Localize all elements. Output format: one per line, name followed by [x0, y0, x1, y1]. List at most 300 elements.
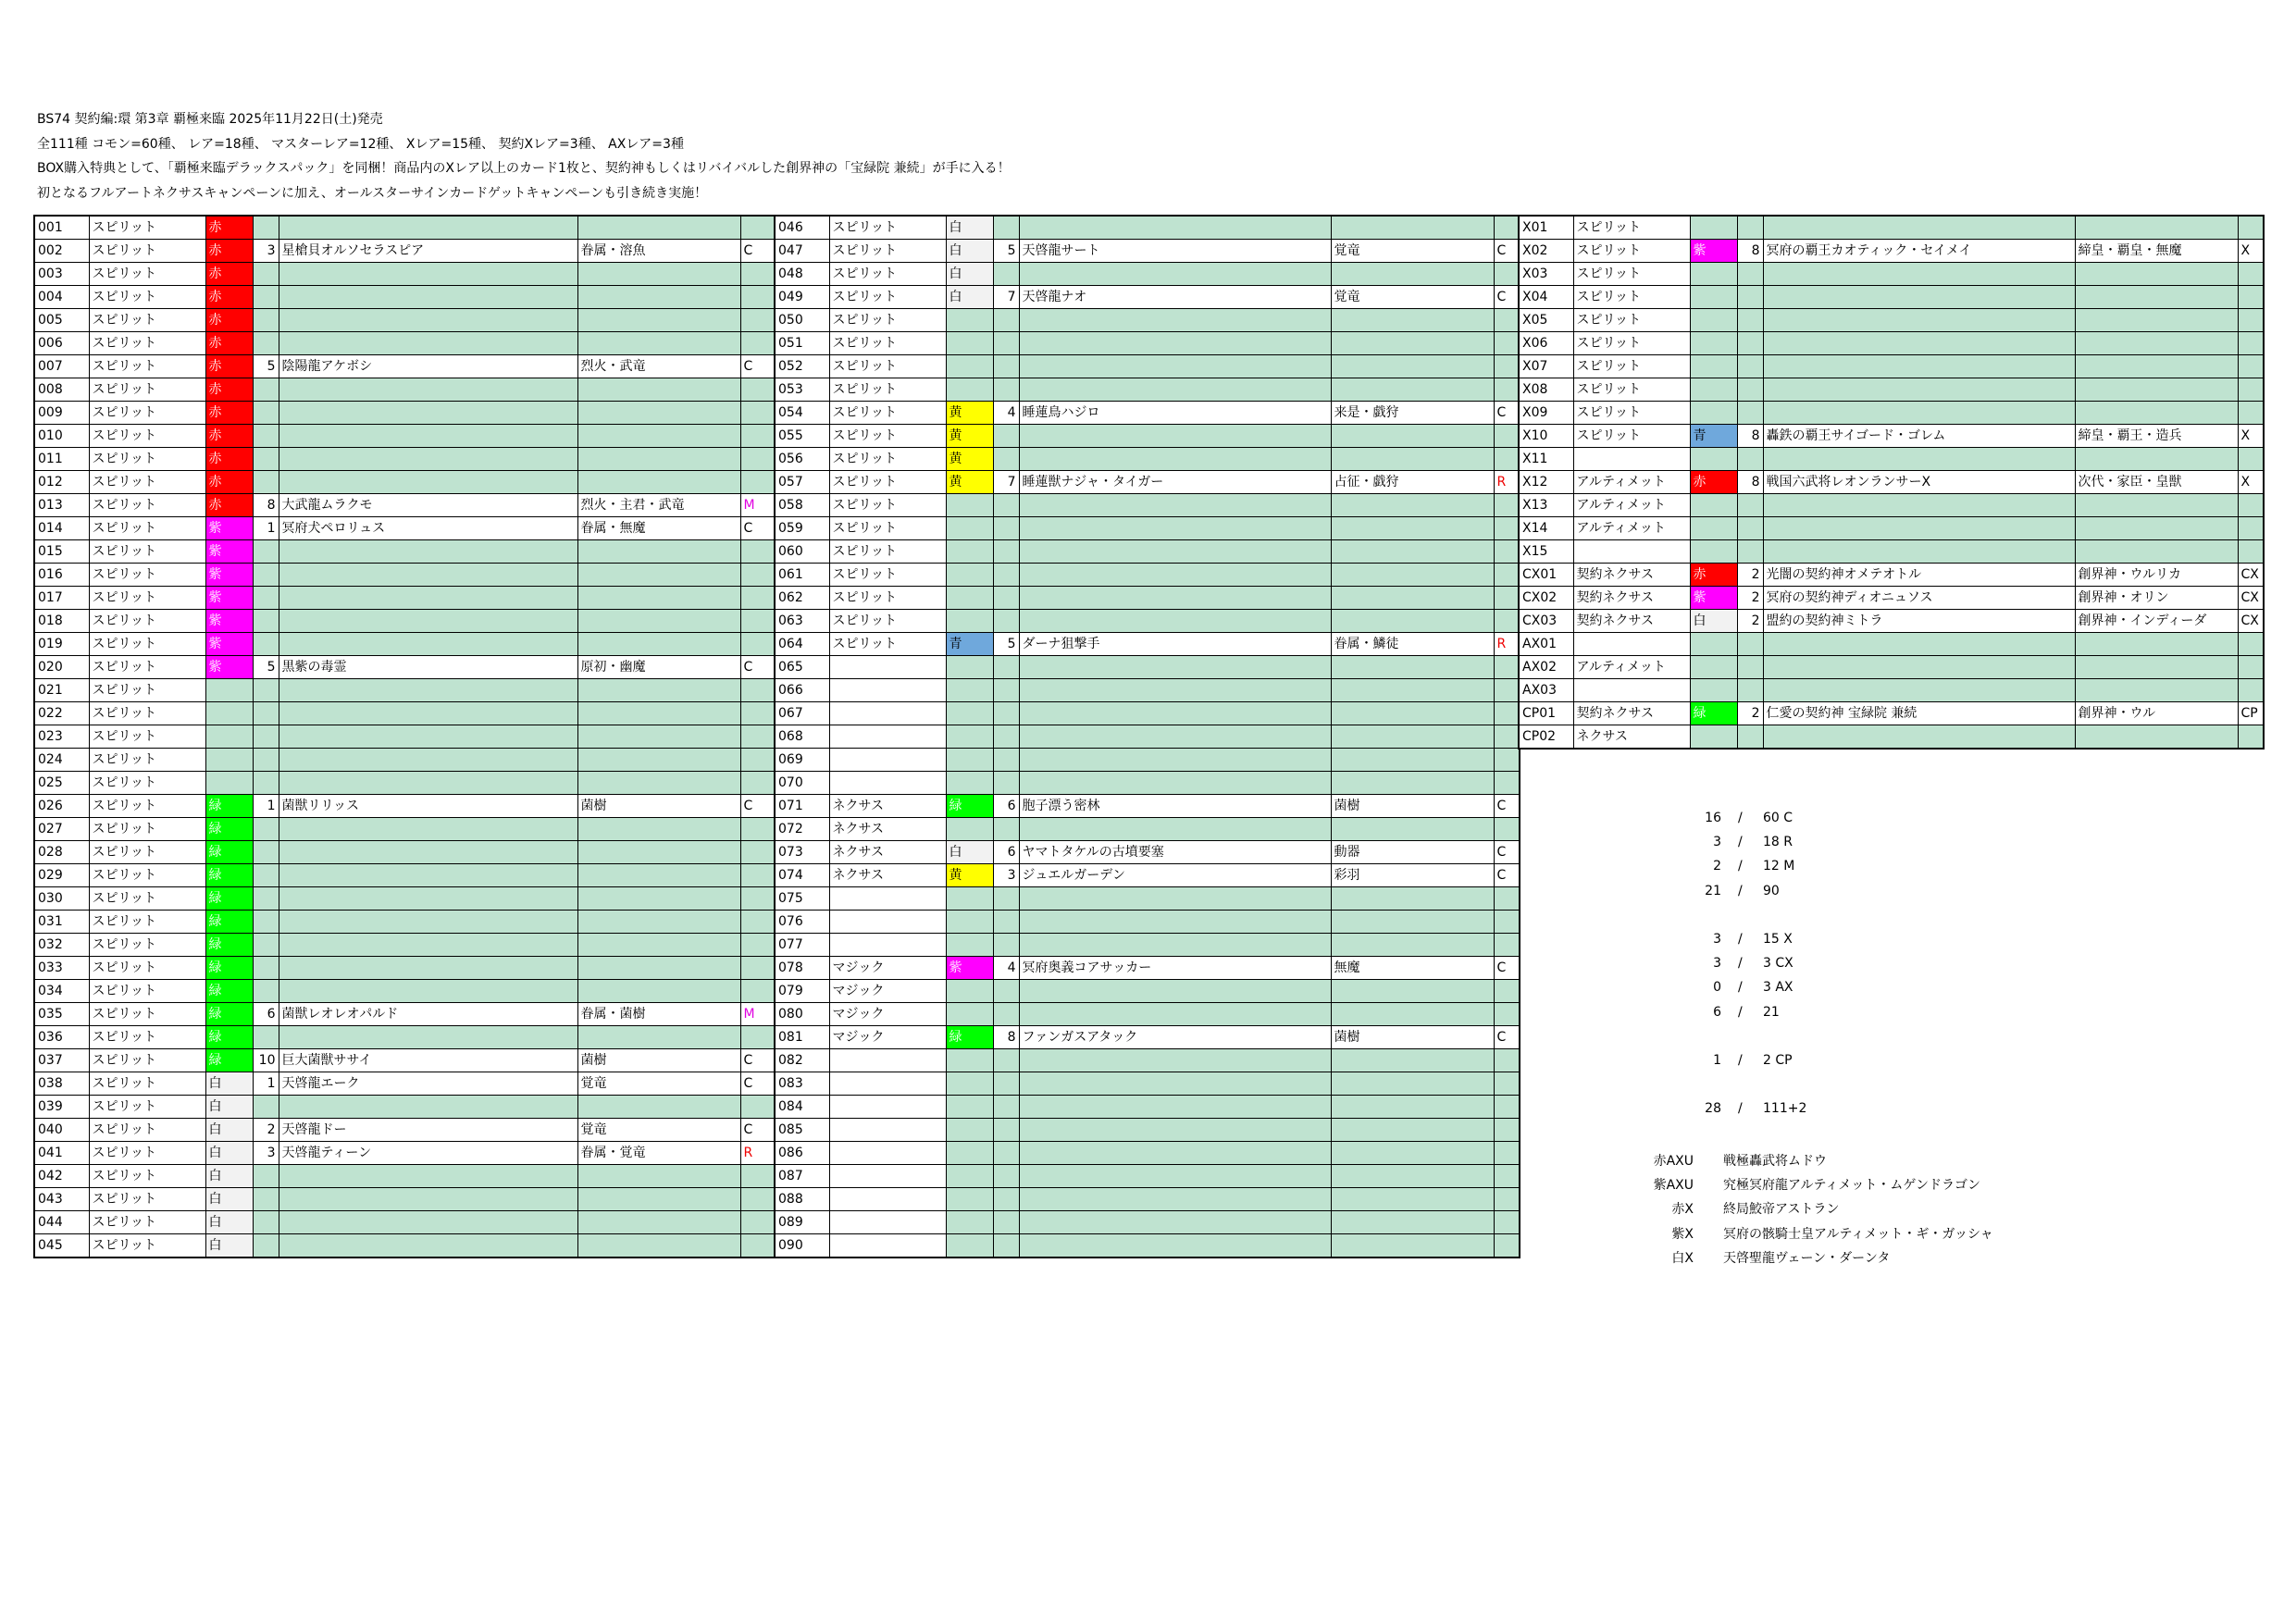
card-cost: 3 [253, 240, 279, 263]
card-color [946, 980, 993, 1003]
card-name [1019, 679, 1331, 702]
table-row [775, 1003, 1520, 1026]
card-cost: 7 [993, 471, 1019, 494]
card-name: 大武龍ムラクモ [279, 494, 577, 517]
card-color [946, 564, 993, 587]
card-number: 073 [775, 841, 829, 864]
card-type [829, 772, 946, 795]
card-type: スピリット [1573, 378, 1690, 402]
card-rarity [740, 633, 776, 656]
table-row [775, 1211, 1520, 1234]
summary-slash: / [1738, 956, 1743, 972]
card-name: 天啓龍ティーン [279, 1142, 577, 1165]
card-color [946, 725, 993, 749]
card-number: 076 [775, 911, 829, 934]
card-rarity: C [740, 656, 776, 679]
card-family [1331, 887, 1494, 911]
table-row [34, 911, 776, 934]
card-type: マジック [829, 1003, 946, 1026]
card-rarity [2238, 725, 2264, 750]
card-type: スピリット [89, 957, 205, 980]
card-cost [993, 818, 1019, 841]
table-row [34, 378, 776, 402]
card-rarity: R [1494, 471, 1520, 494]
card-type: スピリット [1573, 309, 1690, 332]
card-cost [1737, 263, 1763, 286]
card-name [1763, 332, 2075, 355]
card-color: 白 [205, 1165, 253, 1188]
card-cost [993, 656, 1019, 679]
special-card-name: 究極冥府龍アルティメット・ムゲンドラゴン [1723, 1178, 1981, 1194]
card-name: 黒紫の毒霊 [279, 656, 577, 679]
card-color: 白 [205, 1211, 253, 1234]
card-rarity [740, 1096, 776, 1119]
card-rarity: CX [2238, 587, 2264, 610]
card-family [1331, 332, 1494, 355]
card-name [279, 749, 577, 772]
card-family [1331, 1119, 1494, 1142]
card-name [1763, 633, 2075, 656]
card-rarity [2238, 679, 2264, 702]
card-cost [253, 425, 279, 448]
card-type [829, 1142, 946, 1165]
card-cost [993, 309, 1019, 332]
card-color: 緑 [1690, 702, 1737, 725]
card-rarity [740, 702, 776, 725]
card-family [1331, 564, 1494, 587]
table-row [775, 980, 1520, 1003]
card-family [2075, 494, 2238, 517]
table-row [775, 957, 1520, 980]
table-row [34, 1026, 776, 1049]
special-card-name: 冥府の骸騎士皇アルティメット・ギ・ガッシャ [1723, 1226, 1993, 1242]
card-name [1019, 494, 1331, 517]
card-number: 071 [775, 795, 829, 818]
card-color: 白 [205, 1234, 253, 1258]
card-color: 緑 [205, 841, 253, 864]
card-family: 烈火・主君・武竜 [577, 494, 740, 517]
card-number: CX02 [1519, 587, 1573, 610]
card-type [829, 1211, 946, 1234]
card-rarity: R [1494, 633, 1520, 656]
card-cost [993, 332, 1019, 355]
card-cost [1737, 540, 1763, 564]
card-family [577, 1165, 740, 1188]
card-family [2075, 679, 2238, 702]
card-number: AX02 [1519, 656, 1573, 679]
card-name [1019, 887, 1331, 911]
card-rarity [2238, 355, 2264, 378]
card-rarity: CX [2238, 610, 2264, 633]
card-name [279, 679, 577, 702]
card-rarity [740, 216, 776, 240]
card-name: 天啓龍サート [1019, 240, 1331, 263]
card-family [2075, 517, 2238, 540]
card-number: 013 [34, 494, 89, 517]
card-name [1763, 448, 2075, 471]
card-cost [253, 448, 279, 471]
card-family: 菌樹 [577, 795, 740, 818]
card-type [1573, 633, 1690, 656]
table-row [775, 633, 1520, 656]
card-number: 088 [775, 1188, 829, 1211]
card-name: 戦国六武将レオンランサーX [1763, 471, 2075, 494]
card-type: ネクサス [829, 841, 946, 864]
card-rarity [1494, 378, 1520, 402]
card-family [1331, 1003, 1494, 1026]
card-rarity [740, 540, 776, 564]
card-number: 072 [775, 818, 829, 841]
card-type: スピリット [89, 1119, 205, 1142]
card-number: 069 [775, 749, 829, 772]
card-name [1763, 517, 2075, 540]
card-number: 012 [34, 471, 89, 494]
card-name [1019, 564, 1331, 587]
card-number: 022 [34, 702, 89, 725]
card-name [279, 772, 577, 795]
table-row [1519, 540, 2264, 564]
card-name: ジュエルガーデン [1019, 864, 1331, 887]
card-rarity [1494, 1119, 1520, 1142]
card-number: 052 [775, 355, 829, 378]
card-name [1019, 934, 1331, 957]
card-name [279, 564, 577, 587]
card-family [1331, 911, 1494, 934]
card-type: スピリット [829, 471, 946, 494]
card-number: 089 [775, 1211, 829, 1234]
card-cost [1737, 517, 1763, 540]
card-color [946, 1188, 993, 1211]
card-color: 緑 [205, 887, 253, 911]
card-cost: 6 [253, 1003, 279, 1026]
card-cost [993, 494, 1019, 517]
card-name [1019, 1096, 1331, 1119]
card-rarity [1494, 517, 1520, 540]
card-name [1763, 378, 2075, 402]
table-row [775, 355, 1520, 378]
card-type: スピリット [829, 355, 946, 378]
card-name [279, 702, 577, 725]
card-type: スピリット [829, 378, 946, 402]
card-family [577, 749, 740, 772]
card-family [1331, 1049, 1494, 1072]
card-rarity [1494, 425, 1520, 448]
header-box-bonus: BOX購入特典として、「覇極来臨デラックスパック」を同梱！商品内のXレア以上のカード1枚と、契約神もしくはリバイバルした創界神の「宝緑院 兼続」が手に入る！ [37, 161, 1011, 176]
card-cost [253, 286, 279, 309]
card-name: 轟鉄の覇王サイゴード・ゴレム [1763, 425, 2075, 448]
card-color [1690, 725, 1737, 750]
card-cost [993, 1165, 1019, 1188]
card-color: 白 [1690, 610, 1737, 633]
card-rarity: C [1494, 841, 1520, 864]
card-number: 067 [775, 702, 829, 725]
card-number: 070 [775, 772, 829, 795]
summary-total: 90 [1763, 883, 1780, 898]
table-row [1519, 378, 2264, 402]
card-number: 037 [34, 1049, 89, 1072]
card-name [279, 1211, 577, 1234]
card-name [1763, 263, 2075, 286]
card-name: ダーナ狙撃手 [1019, 633, 1331, 656]
card-color: 黄 [946, 864, 993, 887]
card-name [279, 402, 577, 425]
card-family: 創界神・ウルリカ [2075, 564, 2238, 587]
table-row [775, 494, 1520, 517]
card-number: 011 [34, 448, 89, 471]
card-cost [253, 1165, 279, 1188]
card-family [1331, 263, 1494, 286]
card-cost [993, 934, 1019, 957]
table-row [1519, 425, 2264, 448]
card-cost [253, 911, 279, 934]
card-list-table-2 [774, 215, 1520, 1258]
card-cost [1737, 679, 1763, 702]
table-row [34, 610, 776, 633]
card-name [1019, 1049, 1331, 1072]
table-row [34, 587, 776, 610]
card-name: ファンガスアタック [1019, 1026, 1331, 1049]
card-color [946, 818, 993, 841]
card-rarity [740, 1234, 776, 1258]
card-family [1331, 1188, 1494, 1211]
card-color: 青 [1690, 425, 1737, 448]
card-color: 紫 [205, 587, 253, 610]
card-color: 赤 [205, 448, 253, 471]
card-color [946, 378, 993, 402]
card-rarity [740, 332, 776, 355]
card-cost [253, 216, 279, 240]
card-family [577, 332, 740, 355]
card-rarity [1494, 1096, 1520, 1119]
card-cost [993, 540, 1019, 564]
card-family [577, 587, 740, 610]
card-family: 原初・幽魔 [577, 656, 740, 679]
card-cost [253, 332, 279, 355]
summary-slash: / [1738, 811, 1743, 825]
card-name [279, 1234, 577, 1258]
card-type [829, 1096, 946, 1119]
card-cost [993, 911, 1019, 934]
card-type: スピリット [1573, 332, 1690, 355]
table-row [34, 1234, 776, 1258]
special-card-tag: 白X [1671, 1250, 1694, 1266]
summary-total: 3 CX [1763, 956, 1793, 972]
header-campaign: 初となるフルアートネクサスキャンペーンに加え、オールスターサインカードゲットキャンペーンも引き続き実施！ [37, 185, 708, 201]
card-color [946, 934, 993, 957]
card-rarity [740, 471, 776, 494]
card-cost [253, 471, 279, 494]
summary-count: 3 [1713, 932, 1721, 947]
table-row [1519, 355, 2264, 378]
card-family [577, 610, 740, 633]
table-row [34, 564, 776, 587]
card-name [279, 587, 577, 610]
table-row [1519, 564, 2264, 587]
card-rarity: X [2238, 425, 2264, 448]
card-color: 緑 [205, 818, 253, 841]
card-color [946, 702, 993, 725]
summary-total: 12 M [1763, 859, 1795, 874]
card-rarity [740, 818, 776, 841]
card-family [577, 702, 740, 725]
card-rarity [1494, 610, 1520, 633]
card-name [279, 540, 577, 564]
card-cost [1737, 309, 1763, 332]
summary-slash: / [1738, 883, 1743, 898]
card-family [1331, 1142, 1494, 1165]
card-cost [993, 587, 1019, 610]
card-family [577, 887, 740, 911]
card-number: CP02 [1519, 725, 1573, 750]
card-type: スピリット [829, 263, 946, 286]
card-cost [993, 1119, 1019, 1142]
card-name: 盟約の契約神ミトラ [1763, 610, 2075, 633]
table-row [775, 263, 1520, 286]
card-name [1763, 656, 2075, 679]
card-color [1690, 633, 1737, 656]
card-rarity [1494, 911, 1520, 934]
card-rarity [740, 980, 776, 1003]
card-type: スピリット [89, 309, 205, 332]
card-family: 菌樹 [1331, 795, 1494, 818]
card-type: スピリット [1573, 240, 1690, 263]
card-color [946, 772, 993, 795]
card-number: 016 [34, 564, 89, 587]
card-color: 黄 [946, 402, 993, 425]
card-family [1331, 216, 1494, 240]
card-cost [253, 1234, 279, 1258]
card-name [279, 286, 577, 309]
table-row [1519, 448, 2264, 471]
card-type: スピリット [89, 540, 205, 564]
table-row [775, 772, 1520, 795]
card-rarity [740, 1165, 776, 1188]
header-counts: 全111種 コモン=60種、 レア=18種、 マスターレア=12種、 Xレア=15種、 契約Xレア=3種、 AXレア=3種 [37, 136, 684, 152]
card-rarity: R [740, 1142, 776, 1165]
card-family [577, 564, 740, 587]
card-name [279, 1165, 577, 1188]
summary-slash: / [1738, 835, 1743, 850]
card-color: 黄 [946, 448, 993, 471]
card-color: 緑 [205, 911, 253, 934]
table-row [1519, 216, 2264, 240]
card-color: 紫 [1690, 587, 1737, 610]
card-type: スピリット [89, 864, 205, 887]
card-type [829, 911, 946, 934]
card-number: 074 [775, 864, 829, 887]
card-number: 078 [775, 957, 829, 980]
table-row [775, 540, 1520, 564]
card-family [2075, 378, 2238, 402]
table-row [34, 1003, 776, 1026]
card-cost [253, 887, 279, 911]
table-row [1519, 725, 2264, 750]
card-family [577, 725, 740, 749]
card-cost [253, 1211, 279, 1234]
card-name: 胞子漂う密林 [1019, 795, 1331, 818]
table-row [775, 517, 1520, 540]
card-number: 027 [34, 818, 89, 841]
card-cost: 8 [1737, 240, 1763, 263]
table-row [34, 795, 776, 818]
card-color [946, 309, 993, 332]
card-cost: 5 [253, 355, 279, 378]
card-color: 赤 [205, 494, 253, 517]
table-row [775, 725, 1520, 749]
table-row [34, 471, 776, 494]
card-color: 白 [946, 240, 993, 263]
card-family [2075, 309, 2238, 332]
table-row [34, 980, 776, 1003]
card-family: 無魔 [1331, 957, 1494, 980]
table-row [775, 332, 1520, 355]
card-family [2075, 286, 2238, 309]
card-family [1331, 656, 1494, 679]
card-color: 黄 [946, 471, 993, 494]
card-color [946, 1165, 993, 1188]
card-type: スピリット [89, 656, 205, 679]
card-color [1690, 540, 1737, 564]
table-row [775, 1096, 1520, 1119]
card-color: 緑 [205, 934, 253, 957]
card-number: 062 [775, 587, 829, 610]
card-rarity: C [740, 795, 776, 818]
card-cost: 1 [253, 795, 279, 818]
card-type [829, 725, 946, 749]
card-number: 001 [34, 216, 89, 240]
card-family [577, 216, 740, 240]
card-type [829, 1049, 946, 1072]
card-type: スピリット [1573, 286, 1690, 309]
card-family [577, 772, 740, 795]
card-family: 眷属・鱗徒 [1331, 633, 1494, 656]
card-name [1019, 1234, 1331, 1258]
table-row [34, 1142, 776, 1165]
card-name [1019, 749, 1331, 772]
card-name [279, 864, 577, 887]
card-name [1763, 402, 2075, 425]
card-color [946, 656, 993, 679]
card-type: スピリット [829, 309, 946, 332]
summary-total: 111+2 [1763, 1101, 1807, 1117]
card-cost [253, 841, 279, 864]
card-name [1019, 772, 1331, 795]
card-family: 菌樹 [577, 1049, 740, 1072]
special-card-name: 終局鮫帝アストラン [1723, 1202, 1840, 1218]
summary-total: 3 AX [1763, 980, 1793, 996]
card-number: X09 [1519, 402, 1573, 425]
card-name [1019, 656, 1331, 679]
card-rarity: M [740, 494, 776, 517]
card-family [577, 1188, 740, 1211]
card-type: スピリット [829, 587, 946, 610]
card-cost [253, 679, 279, 702]
card-number: 002 [34, 240, 89, 263]
table-row [775, 1234, 1520, 1258]
card-color: 白 [205, 1142, 253, 1165]
card-name [279, 633, 577, 656]
table-row [775, 309, 1520, 332]
card-type: アルティメット [1573, 656, 1690, 679]
card-name [1019, 378, 1331, 402]
card-cost [993, 1072, 1019, 1096]
card-name [1019, 911, 1331, 934]
card-type: スピリット [829, 332, 946, 355]
card-number: CX03 [1519, 610, 1573, 633]
card-number: 025 [34, 772, 89, 795]
card-number: 059 [775, 517, 829, 540]
card-type: スピリット [89, 517, 205, 540]
